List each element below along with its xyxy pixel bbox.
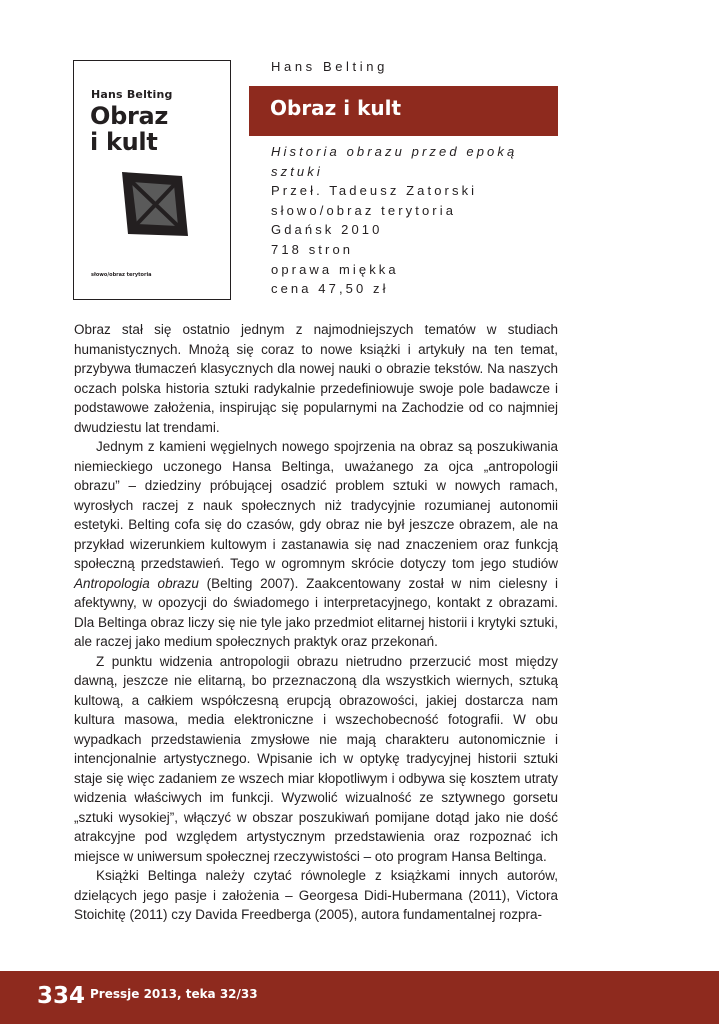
page-count: 718 stron (271, 241, 354, 257)
paragraph-4: Książki Beltinga należy czytać równolegle z książkami innych autorów, dzielących jego pasje i założenia – Georgesa Didi-Hubermana (2011), Victora Stoichitę (2011) czy Davida Freedberga (2005), autora fundamentalnej rozpra- (74, 868, 558, 922)
page-number: 334 (37, 983, 86, 1009)
binding: oprawa miękka (271, 261, 399, 277)
paragraph-3: Z punktu widzenia antropologii obrazu nietrudno przerzucić most między dawną, jeszcze nie elitarną, bo przeznaczoną dla wszystkich wiernych, sztuką kultową, a całkiem współczesną erupcją obrazowości, jakiej dostarcza nam kultura masowa, media elektroniczne i wszechobecność fotografii. W obu wypadkach przedstawienia zmysłowe nie mają charakteru autonomicznie i intencjonalnie artystycznego. Wpisanie ich w optykę tradycyjnej historii sztuki staje się więc zadaniem ze wszech miar kłopotliwym i odbywa się kosztem utraty widzenia właściwych im funkcji. Wyzwolić wizualność ze sztywnego gorsetu „sztuki wysokiej”, włączyć w obszar poszukiwań pomijane dotąd jako nie dość atrakcyjne pod względem artystycznym przedstawienia oraz rozpoznać ich miejsce w uniwersum społecznej rzeczywistości – oto program Hansa Beltinga. (74, 653, 558, 864)
place-year: Gdańsk 2010 (271, 222, 383, 238)
paragraph-1: Obraz stał się ostatnio jednym z najmodniejszych tematów w studiach humanistycznych. Mnożą się coraz to nowe książki i artykuły na ten temat, przybywa tłumaczeń klasycznych dla nowej nauki o obrazie tekstów. Na naszych oczach polska historia sztuki radykalnie przedefiniowuje swoje pole badawcze i podstawowe założenia, inspirując się popularnymi na Zachodzie od co najmniej dwudziestu lat trendami. (74, 322, 558, 435)
cited-book-title: Antropologia obrazu (74, 575, 199, 591)
page-footer (0, 971, 719, 1024)
cover-publisher: słowo/obraz terytoria (91, 272, 152, 278)
publisher: słowo/obraz terytoria (271, 202, 457, 218)
cover-artwork-image (114, 168, 194, 240)
translator: Przeł. Tadeusz Zatorski (271, 183, 478, 199)
book-title: Obraz i kult (270, 96, 402, 120)
article-body (74, 320, 558, 925)
price: cena 47,50 zł (271, 281, 389, 297)
subtitle-line-2: sztuki (271, 163, 323, 179)
paragraph-2-part-a: Jednym z kamieni węgielnych nowego spojrzenia na obraz są poszukiwania niemieckiego uczonego Hansa Beltinga, uważanego za ojca „antropologii obrazu” – dziedziny próbującej osadzić problem sztuki w nowych ramach, wyrosłych raczej z nauk społecznych niż tradycyjnie rozumianej autonomii estetyki. Belting cofa się do czasów, gdy obraz nie był jeszcze obrazem, ale na przykład wizerunkiem kultowym i zastanawia się nad znaczeniem oraz funkcją społeczną przedstawień. Tego w ogromnym skrócie dotyczy tom jego studiów (74, 439, 558, 571)
title-banner (249, 86, 558, 136)
review-author-name: Hans Belting (271, 59, 388, 74)
cover-title-line-1: Obraz (90, 102, 169, 130)
cover-title (90, 103, 168, 155)
cover-author: Hans Belting (91, 88, 173, 101)
cover-title-line-2: i kult (90, 128, 158, 156)
paragraph-2-part-b: (Belting 2007). Zaakcentowany został w nim cielesny i afektywny, w opozycji do świadomego i interpretacyjnego, kontakt z obrazami. Dla Beltinga obraz liczy się nie tyle jako przedmiot elitarnej historii i krytyki sztuki, ale raczej jako medium społecznych praktyk oraz przekonań. (74, 575, 558, 649)
journal-citation: Pressje 2013, teka 32/33 (90, 987, 258, 1001)
book-metadata (271, 142, 561, 299)
paragraph-2 (74, 437, 558, 652)
book-cover (73, 60, 231, 300)
subtitle-line-1: Historia obrazu przed epoką (271, 144, 518, 159)
